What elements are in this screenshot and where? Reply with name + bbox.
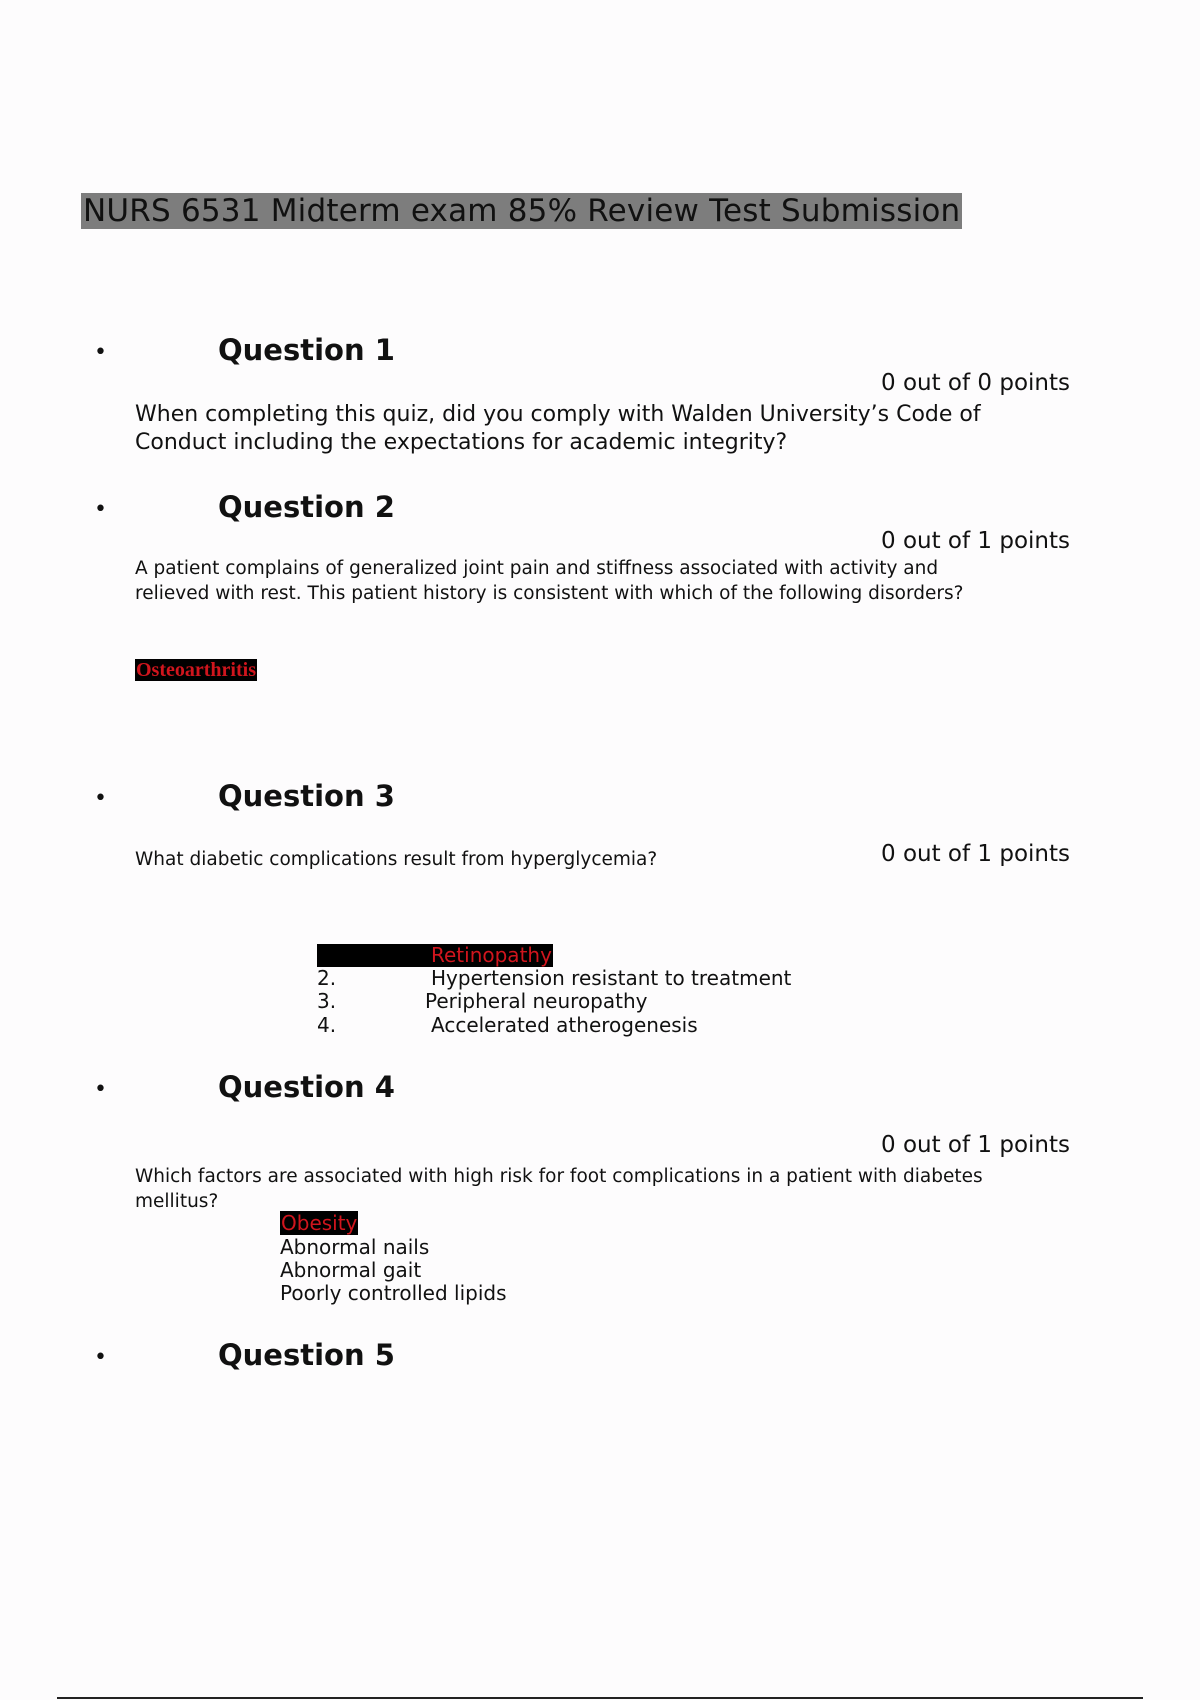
bullet-icon: • [94, 1077, 107, 1102]
question-4-points: 0 out of 1 points [881, 1132, 1070, 1158]
question-3-option-3-number: 3. [317, 989, 337, 1013]
question-1-points: 0 out of 0 points [881, 370, 1070, 396]
question-2-heading: Question 2 [218, 490, 395, 524]
question-4-option-3: Abnormal gait [280, 1258, 422, 1282]
bullet-icon: • [94, 1345, 107, 1370]
question-3-option-4-label: Accelerated atherogenesis [431, 1013, 698, 1037]
question-3-heading: Question 3 [218, 779, 395, 813]
question-3-option-4-number: 4. [317, 1013, 337, 1037]
question-2-text: A patient complains of generalized joint pain and stiffness associated with activity and relieved with rest. This patient history is consistent with which of the following disorders? [135, 558, 964, 604]
document-title: NURS 6531 Midterm exam 85% Review Test Submission [83, 193, 961, 229]
question-5-heading: Question 5 [218, 1338, 395, 1372]
question-1-heading: Question 1 [218, 333, 395, 367]
question-4-option-4: Poorly controlled lipids [280, 1281, 507, 1305]
question-4-text: Which factors are associated with high risk for foot complications in a patient with diabetes mellitus? [135, 1166, 983, 1212]
question-3-option-1-label: Retinopathy [431, 943, 552, 967]
question-4-option-1 [280, 1212, 358, 1234]
page-divider [57, 1697, 1143, 1699]
question-3-points: 0 out of 1 points [881, 841, 1070, 867]
bullet-icon: • [94, 340, 107, 365]
bullet-icon: • [94, 497, 107, 522]
bullet-icon: • [94, 786, 107, 811]
answer-highlight: Osteoarthritis [136, 659, 256, 681]
question-3-option-2-label: Hypertension resistant to treatment [431, 966, 792, 990]
question-2-answer [135, 657, 257, 684]
answer-highlight: Obesity [281, 1211, 358, 1235]
question-3-option-3-label: Peripheral neuropathy [425, 989, 648, 1013]
question-3-text: What diabetic complications result from hyperglycemia? [135, 849, 658, 870]
question-2-points: 0 out of 1 points [881, 528, 1070, 554]
question-4-heading: Question 4 [218, 1070, 395, 1104]
question-3-option-2-number: 2. [317, 966, 337, 990]
question-4-option-2: Abnormal nails [280, 1235, 430, 1259]
question-1-text: When completing this quiz, did you comply with Walden University’s Code of Conduct including the expectations for academic integrity? [135, 402, 981, 455]
